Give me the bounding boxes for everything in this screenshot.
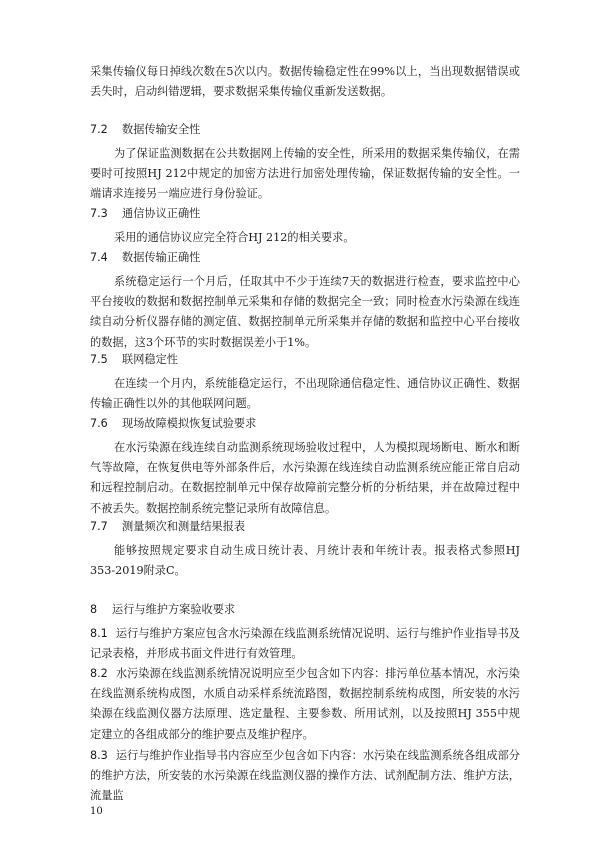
- section-7-4-body: 系统稳定运行一个月后，任取其中不少于连续7天的数据进行检查，要求监控中心平台接收的数据和数据控制单元采集和存储的数据完全一致；同时检查水污染源在线连续自动分析仪器存储的测定值、数据控制单元所采集并存储的数据和监控中心平台接收的数据，这3个环节的实时数据误差小于1%。: [90, 275, 520, 349]
- clause-text: 运行与维护方案应包含水污染源在线监测系统情况说明、运行与维护作业指导书及记录表格，并形成书面文件进行有效管理。: [90, 627, 520, 661]
- section-8-heading: [90, 604, 530, 615]
- section-7-5-heading: [90, 354, 530, 365]
- section-7-6-body: 在水污染源在线连续自动监测系统现场验收过程中，人为模拟现场断电、断水和断气等故障，在恢复供电等外部条件后，水污染源在线连续自动监测系统应能正常自启动和远程控制启动。在数据控制单元中保存故障前完整分析的分析结果，并在故障过程中不被丢失。数据控制系统完整记录所有故障信息。: [90, 441, 520, 515]
- clause-8-1: [90, 624, 520, 664]
- section-title: 运行与维护方案验收要求: [112, 603, 236, 616]
- section-title: 数据传输安全性: [122, 123, 201, 136]
- section-title: 通信协议正确性: [122, 207, 201, 220]
- section-title: 联网稳定性: [122, 353, 178, 366]
- section-number: 7.5: [90, 353, 108, 366]
- section-title: 现场故障模拟恢复试验要求: [122, 417, 257, 430]
- intro-paragraph: 采集传输仪每日掉线次数在5次以内。数据传输稳定性在99%以上，当出现数据错误或丢失时，启动纠错逻辑，要求数据采集传输仪重新发送数据。: [90, 65, 520, 99]
- section-number: 7.7: [90, 520, 108, 533]
- section-7-2-body: 为了保证监测数据在公共数据网上传输的安全性，所采用的数据采集传输仪，在需要时可按照HJ 212中规定的加密方法进行加密处理传输，保证数据传输的安全性。一端请求连接另一端应进行身份验证。: [90, 147, 520, 201]
- section-7-4-heading: [90, 252, 530, 263]
- section-number: 7.4: [90, 251, 108, 264]
- clause-text: 运行与维护作业指导书内容应至少包含如下内容：水污染在线监测系统各组成部分的维护方法，所安装的水污染源在线监测仪器的操作方法、试剂配制方法、维护方法，流量监: [90, 749, 520, 803]
- section-7-5-body: 在连续一个月内，系统能稳定运行，不出现除通信稳定性、通信协议正确性、数据传输正确性以外的其他联网问题。: [90, 377, 520, 411]
- section-number: 7.2: [90, 123, 108, 136]
- section-number: 8: [90, 603, 98, 616]
- clause-8-3: [90, 746, 520, 807]
- clause-number: 8.3: [90, 749, 108, 762]
- section-title: 数据传输正确性: [122, 251, 201, 264]
- section-number: 7.3: [90, 207, 108, 220]
- section-title: 测量频次和测量结果报表: [122, 520, 246, 533]
- clause-number: 8.1: [90, 627, 108, 640]
- clause-number: 8.2: [90, 667, 108, 680]
- section-7-3-body: 采用的通信协议应完全符合HJ 212的相关要求。: [114, 231, 355, 244]
- page-number: 10: [90, 806, 103, 817]
- clause-8-2: [90, 664, 520, 745]
- section-7-6-heading: [90, 418, 530, 429]
- section-7-7-heading: [90, 521, 530, 532]
- section-7-2-heading: [90, 124, 530, 135]
- section-7-3-heading: [90, 208, 530, 219]
- section-7-7-body: 能够按照规定要求自动生成日统计表、月统计表和年统计表。报表格式参照HJ 353-2019附录C。: [90, 544, 520, 578]
- clause-text: 水污染源在线监测系统情况说明应至少包含如下内容：排污单位基本情况，水污染在线监测系统构成图，水质自动采样系统流路图，数据控制系统构成图，所安装的水污染源在线监测仪器方法原理、选定量程、主要参数、所用试剂，以及按照HJ 355中规定建立的各组成部分的维护要点及维护程序。: [90, 667, 520, 741]
- section-number: 7.6: [90, 417, 108, 430]
